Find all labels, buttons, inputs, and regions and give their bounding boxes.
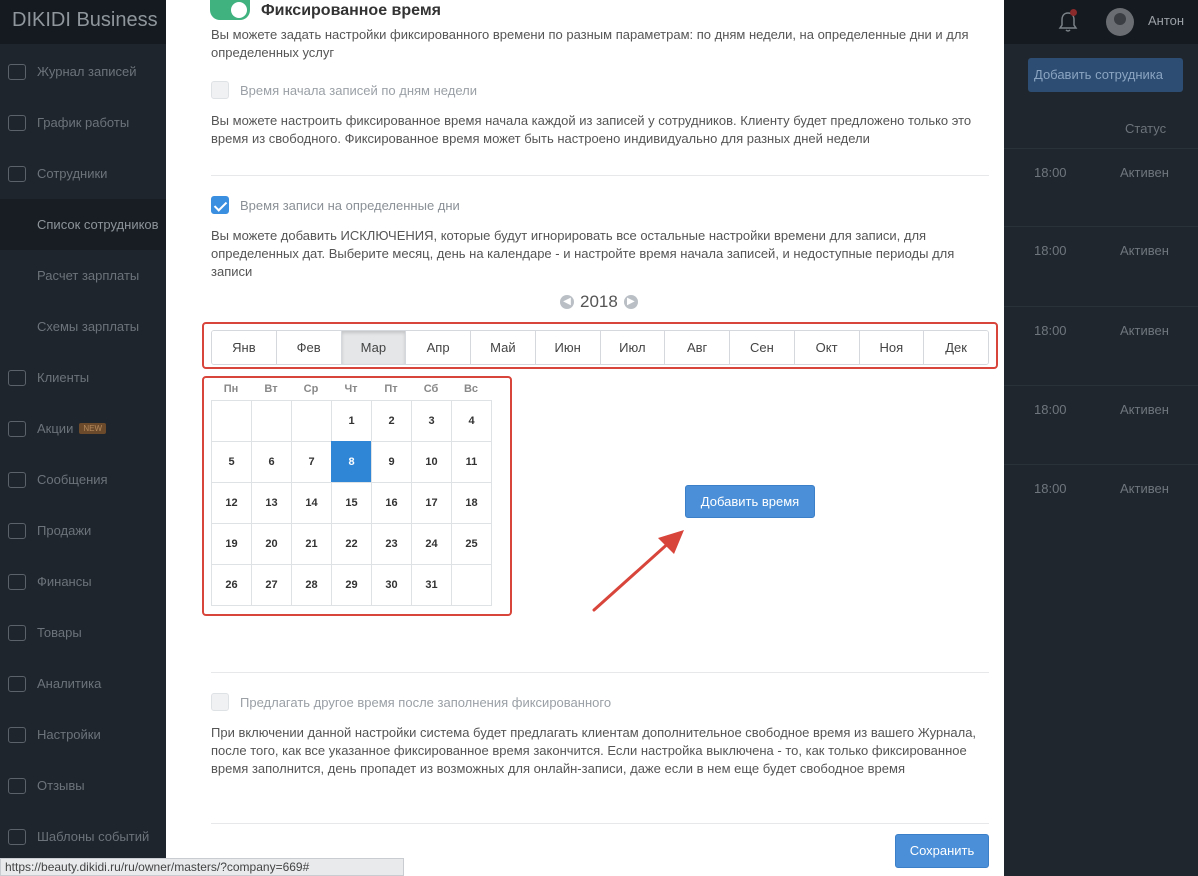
sales-icon: [8, 523, 26, 539]
template-icon: [8, 829, 26, 845]
weekday-option-label: Время начала записей по дням недели: [240, 82, 477, 98]
annotation-arrow-icon: [588, 522, 698, 618]
month-button[interactable]: Дек: [924, 331, 988, 364]
divider: [211, 175, 989, 176]
intro-text: Вы можете задать настройки фиксированного времени по разным параметрам: по дням недели, на определенные дни и для определенных услуг: [211, 27, 969, 60]
calendar-day[interactable]: 30: [371, 564, 412, 606]
other-time-option-desc: При включении данной настройки система будет предлагать клиентам дополнительное свободное время из вашего Журнала, после того, как все указанное фиксированное время закончится. Если настройка выключена - то, как только фиксированное время заполнится, день пропадет из возможных для онлайн-записи, даже если в нем еще будет свободное время: [211, 725, 977, 776]
add-employee-button[interactable]: Добавить сотрудника: [1028, 58, 1183, 92]
sidebar-item-sales[interactable]: [0, 505, 166, 556]
calendar-day[interactable]: 5: [211, 441, 252, 483]
sidebar-item-employee-list[interactable]: [0, 199, 166, 250]
gear-icon: [8, 727, 26, 743]
sidebar-item-clients[interactable]: [0, 352, 166, 403]
sidebar-item-label: Клиенты: [37, 370, 90, 385]
calendar-day[interactable]: 26: [211, 564, 252, 606]
calendar-day[interactable]: 1: [331, 400, 372, 442]
calendar-day[interactable]: 24: [411, 523, 452, 565]
weekday-header: Ср: [303, 383, 319, 395]
calendar-day[interactable]: 27: [251, 564, 292, 606]
weekday-header: Пт: [384, 383, 398, 395]
user-name[interactable]: Антон: [1148, 13, 1185, 28]
year-label: 2018: [580, 292, 618, 311]
month-button[interactable]: Июн: [536, 331, 601, 364]
month-selector: [211, 330, 989, 365]
calendar-day[interactable]: 7: [291, 441, 332, 483]
pie-chart-icon: [8, 676, 26, 692]
new-badge: NEW: [79, 423, 106, 434]
month-button[interactable]: Май: [471, 331, 536, 364]
calendar-day[interactable]: 18: [451, 482, 492, 524]
calendar-day[interactable]: 29: [331, 564, 372, 606]
calendar-day[interactable]: 4: [451, 400, 492, 442]
clients-icon: [8, 370, 26, 386]
coins-icon: [8, 574, 26, 590]
weekday-option[interactable]: [211, 81, 477, 99]
dates-option-desc: Вы можете добавить ИСКЛЮЧЕНИЯ, которые будут игнорировать все остальные настройки времени для записи, для определенных дат. Выберите месяц, день на календаре - и настройте время начала записей, и недоступные периоды для записи: [211, 228, 955, 279]
calendar-day[interactable]: 21: [291, 523, 332, 565]
user-icon: [8, 166, 26, 182]
sidebar-item-label: Отзывы: [37, 778, 85, 793]
time-cell: 18:00: [1034, 323, 1067, 338]
table-row[interactable]: [1004, 464, 1198, 542]
journal-icon: [8, 64, 26, 80]
sidebar-item-label: Финансы: [37, 574, 92, 589]
fixed-time-toggle[interactable]: [210, 0, 250, 20]
status-column-header: Статус: [1125, 121, 1167, 136]
sidebar-item-salary-calc[interactable]: [0, 250, 166, 301]
chevron-left-icon[interactable]: ◀: [560, 295, 574, 309]
notification-dot: [1070, 9, 1077, 16]
calendar-day[interactable]: 22: [331, 523, 372, 565]
sidebar-item-label: Схемы зарплаты: [37, 319, 140, 334]
calendar-day[interactable]: 25: [451, 523, 492, 565]
weekday-checkbox[interactable]: [211, 81, 229, 99]
calendar-day[interactable]: 12: [211, 482, 252, 524]
month-button[interactable]: Авг: [665, 331, 730, 364]
month-button[interactable]: Фев: [277, 331, 342, 364]
calendar-day[interactable]: 20: [251, 523, 292, 565]
calendar-day[interactable]: 16: [371, 482, 412, 524]
table-row[interactable]: [1004, 306, 1198, 384]
sidebar-item-settings[interactable]: [0, 709, 166, 760]
sidebar-item-reviews[interactable]: [0, 760, 166, 811]
sidebar-item-label: График работы: [37, 115, 130, 130]
table-row[interactable]: [1004, 226, 1198, 304]
time-cell: 18:00: [1034, 402, 1067, 417]
calendar-icon: [8, 115, 26, 131]
sidebar-item-finance[interactable]: [0, 556, 166, 607]
calendar-day[interactable]: 6: [251, 441, 292, 483]
calendar-day[interactable]: 8: [331, 441, 372, 483]
review-icon: [8, 778, 26, 794]
month-button[interactable]: Мар: [342, 331, 407, 364]
time-cell: 18:00: [1034, 243, 1067, 258]
sidebar-item-label: Список сотрудников: [37, 217, 159, 232]
dates-option-label: Время записи на определенные дни: [240, 197, 460, 213]
other-time-option[interactable]: [211, 693, 611, 711]
calendar-day[interactable]: 11: [451, 441, 492, 483]
sidebar-item-messages[interactable]: [0, 454, 166, 505]
month-button[interactable]: Апр: [406, 331, 471, 364]
brand-logo[interactable]: DIKIDI Business: [12, 9, 158, 31]
status-cell: Активен: [1120, 243, 1169, 258]
year-navigator: [560, 292, 638, 312]
divider: [211, 823, 989, 824]
calendar-empty-cell: [451, 564, 492, 606]
add-time-button[interactable]: Добавить время: [685, 485, 815, 518]
sidebar-item-label: Настройки: [37, 727, 101, 742]
calendar-day[interactable]: 3: [411, 400, 452, 442]
sidebar-item-label: Акции: [37, 421, 74, 436]
calendar-empty-cell: [211, 400, 252, 442]
dates-checkbox[interactable]: [211, 196, 229, 214]
sidebar-item-salary-schemes[interactable]: [0, 301, 166, 352]
weekday-header: Вт: [264, 383, 278, 395]
sidebar-item-label: Товары: [37, 625, 82, 640]
status-cell: Активен: [1120, 165, 1169, 180]
time-cell: 18:00: [1034, 481, 1067, 496]
browser-status-url: https://beauty.dikidi.ru/ru/owner/masters/?company=669#: [0, 858, 404, 876]
weekday-header: Пн: [223, 383, 239, 395]
month-button[interactable]: Ноя: [860, 331, 925, 364]
calendar-day[interactable]: 15: [331, 482, 372, 524]
calendar-day[interactable]: 13: [251, 482, 292, 524]
calendar-empty-cell: [291, 400, 332, 442]
month-button[interactable]: Июл: [601, 331, 666, 364]
month-button[interactable]: Янв: [212, 331, 277, 364]
sidebar-item-label: Расчет зарплаты: [37, 268, 140, 283]
cart-icon: [8, 625, 26, 641]
status-cell: Активен: [1120, 481, 1169, 496]
percent-icon: [8, 421, 26, 437]
calendar-day[interactable]: 17: [411, 482, 452, 524]
sidebar-item-label: Продажи: [37, 523, 92, 538]
table-row[interactable]: [1004, 385, 1198, 463]
sidebar-item-journal[interactable]: [0, 46, 166, 97]
calendar-empty-cell: [251, 400, 292, 442]
calendar-day[interactable]: 19: [211, 523, 252, 565]
sidebar-item-label: Сообщения: [37, 472, 108, 487]
sidebar-item-goods[interactable]: [0, 607, 166, 658]
weekday-header: Чт: [344, 383, 358, 395]
sidebar-item-event-templates[interactable]: [0, 811, 166, 862]
calendar-day[interactable]: 23: [371, 523, 412, 565]
sidebar-item-schedule[interactable]: [0, 97, 166, 148]
weekday-header: Сб: [423, 383, 439, 395]
sidebar-item-label: Журнал записей: [37, 64, 137, 79]
sidebar-item-employees[interactable]: [0, 148, 166, 199]
divider: [211, 672, 989, 673]
calendar-day[interactable]: 9: [371, 441, 412, 483]
other-time-option-label: Предлагать другое время после заполнения фиксированного: [240, 694, 612, 710]
sidebar-item-label: Шаблоны событий: [37, 829, 150, 844]
calendar-day[interactable]: 28: [291, 564, 332, 606]
sidebar-item-analytics[interactable]: [0, 658, 166, 709]
calendar-day[interactable]: 10: [411, 441, 452, 483]
weekday-option-desc: Вы можете настроить фиксированное время начала каждой из записей у сотрудников. Клиенту будет предложено только это время из свободного. Фиксированное время может быть настроено индивидуально для разных дней недели: [211, 113, 972, 146]
chevron-right-icon[interactable]: ▶: [624, 295, 638, 309]
dates-option[interactable]: [211, 196, 460, 214]
calendar-day[interactable]: 31: [411, 564, 452, 606]
month-button[interactable]: Окт: [795, 331, 860, 364]
month-button[interactable]: Сен: [730, 331, 795, 364]
message-icon: [8, 472, 26, 488]
calendar-day[interactable]: 2: [371, 400, 412, 442]
status-cell: Активен: [1120, 402, 1169, 417]
table-row[interactable]: [1004, 148, 1198, 226]
save-button[interactable]: Сохранить: [895, 834, 989, 868]
status-cell: Активен: [1120, 323, 1169, 338]
other-time-checkbox[interactable]: [211, 693, 229, 711]
sidebar: [0, 44, 166, 876]
sidebar-item-label: Аналитика: [37, 676, 102, 691]
sidebar-item-label: Сотрудники: [37, 166, 108, 181]
calendar-day[interactable]: 14: [291, 482, 332, 524]
weekday-header: Вс: [463, 383, 479, 395]
avatar[interactable]: [1106, 8, 1134, 36]
time-cell: 18:00: [1034, 165, 1067, 180]
section-title: Фиксированное время: [261, 2, 442, 19]
sidebar-item-promotions[interactable]: [0, 403, 166, 454]
